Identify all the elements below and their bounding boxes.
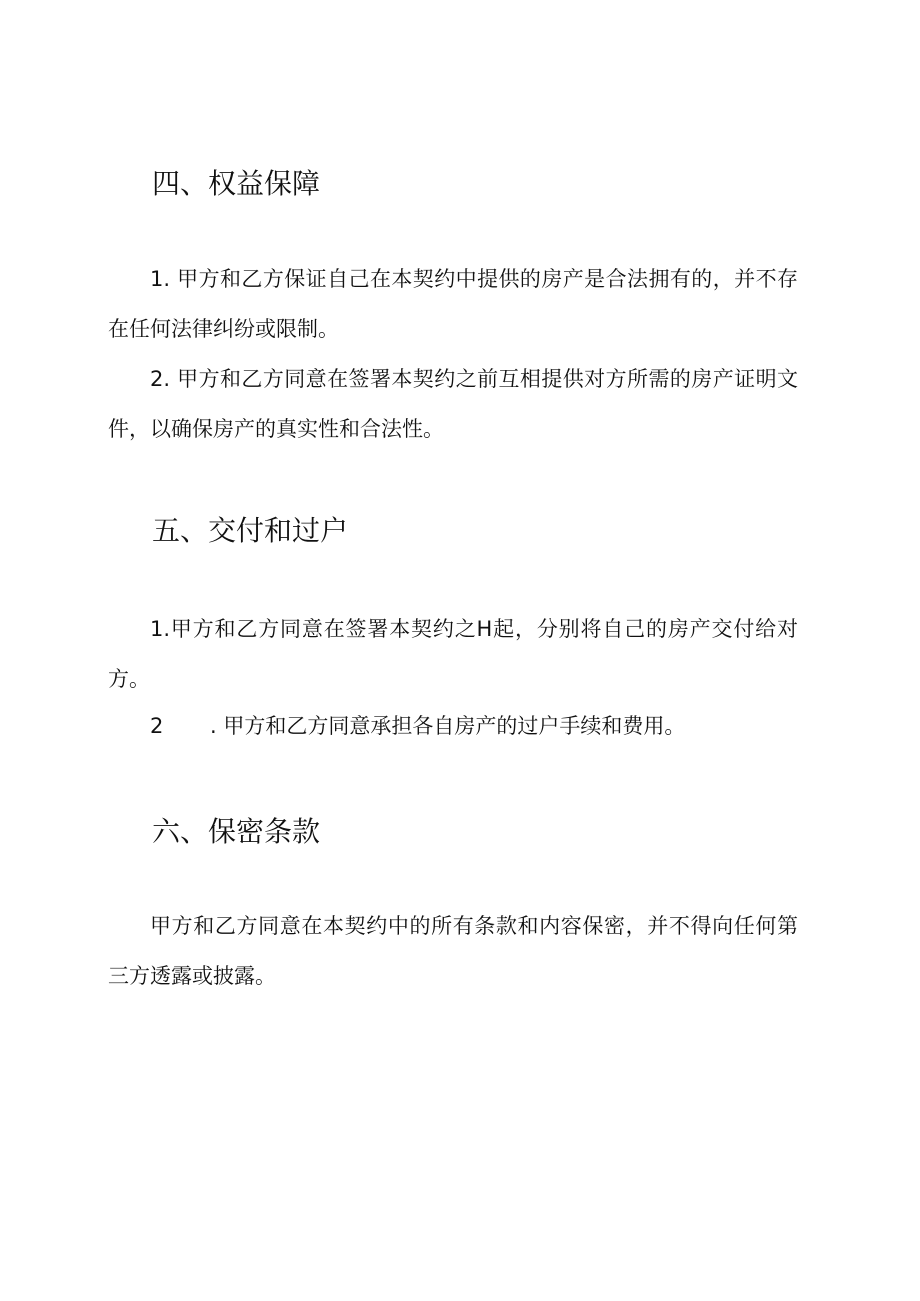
clause-text: . 甲方和乙方同意在签署本契约之前互相提供对方所需的房产证明文件，以确保房产的真实性和合法性。: [108, 367, 798, 441]
clause-number: 2: [150, 367, 164, 391]
clause-text: . 甲方和乙方同意承担各自房产的过户手续和费用。: [210, 714, 686, 738]
clause-text: .甲方和乙方同意在签署本契约之H起，分别将自己的房产交付给对方。: [108, 617, 798, 691]
clause-text: . 甲方和乙方保证自己在本契约中提供的房产是合法拥有的，并不存在任何法律纠纷或限制。: [108, 267, 798, 341]
paragraph-confidentiality: 甲方和乙方同意在本契约中的所有条款和内容保密，并不得向任何第三方透露或披露。: [108, 914, 798, 988]
clause-rights-1: [108, 254, 798, 354]
clause-rights-2: [108, 354, 798, 454]
section-heading-rights: 四、权益保障: [152, 167, 321, 200]
section-heading-confidentiality: 六、保密条款: [152, 815, 321, 848]
section-heading-delivery: 五、交付和过户: [152, 514, 349, 547]
clause-delivery-2: [108, 701, 798, 751]
clause-number: 2: [150, 714, 164, 738]
clause-delivery-1: [108, 604, 798, 704]
clause-number: 1: [150, 267, 164, 291]
clause-number: 1: [150, 617, 164, 641]
